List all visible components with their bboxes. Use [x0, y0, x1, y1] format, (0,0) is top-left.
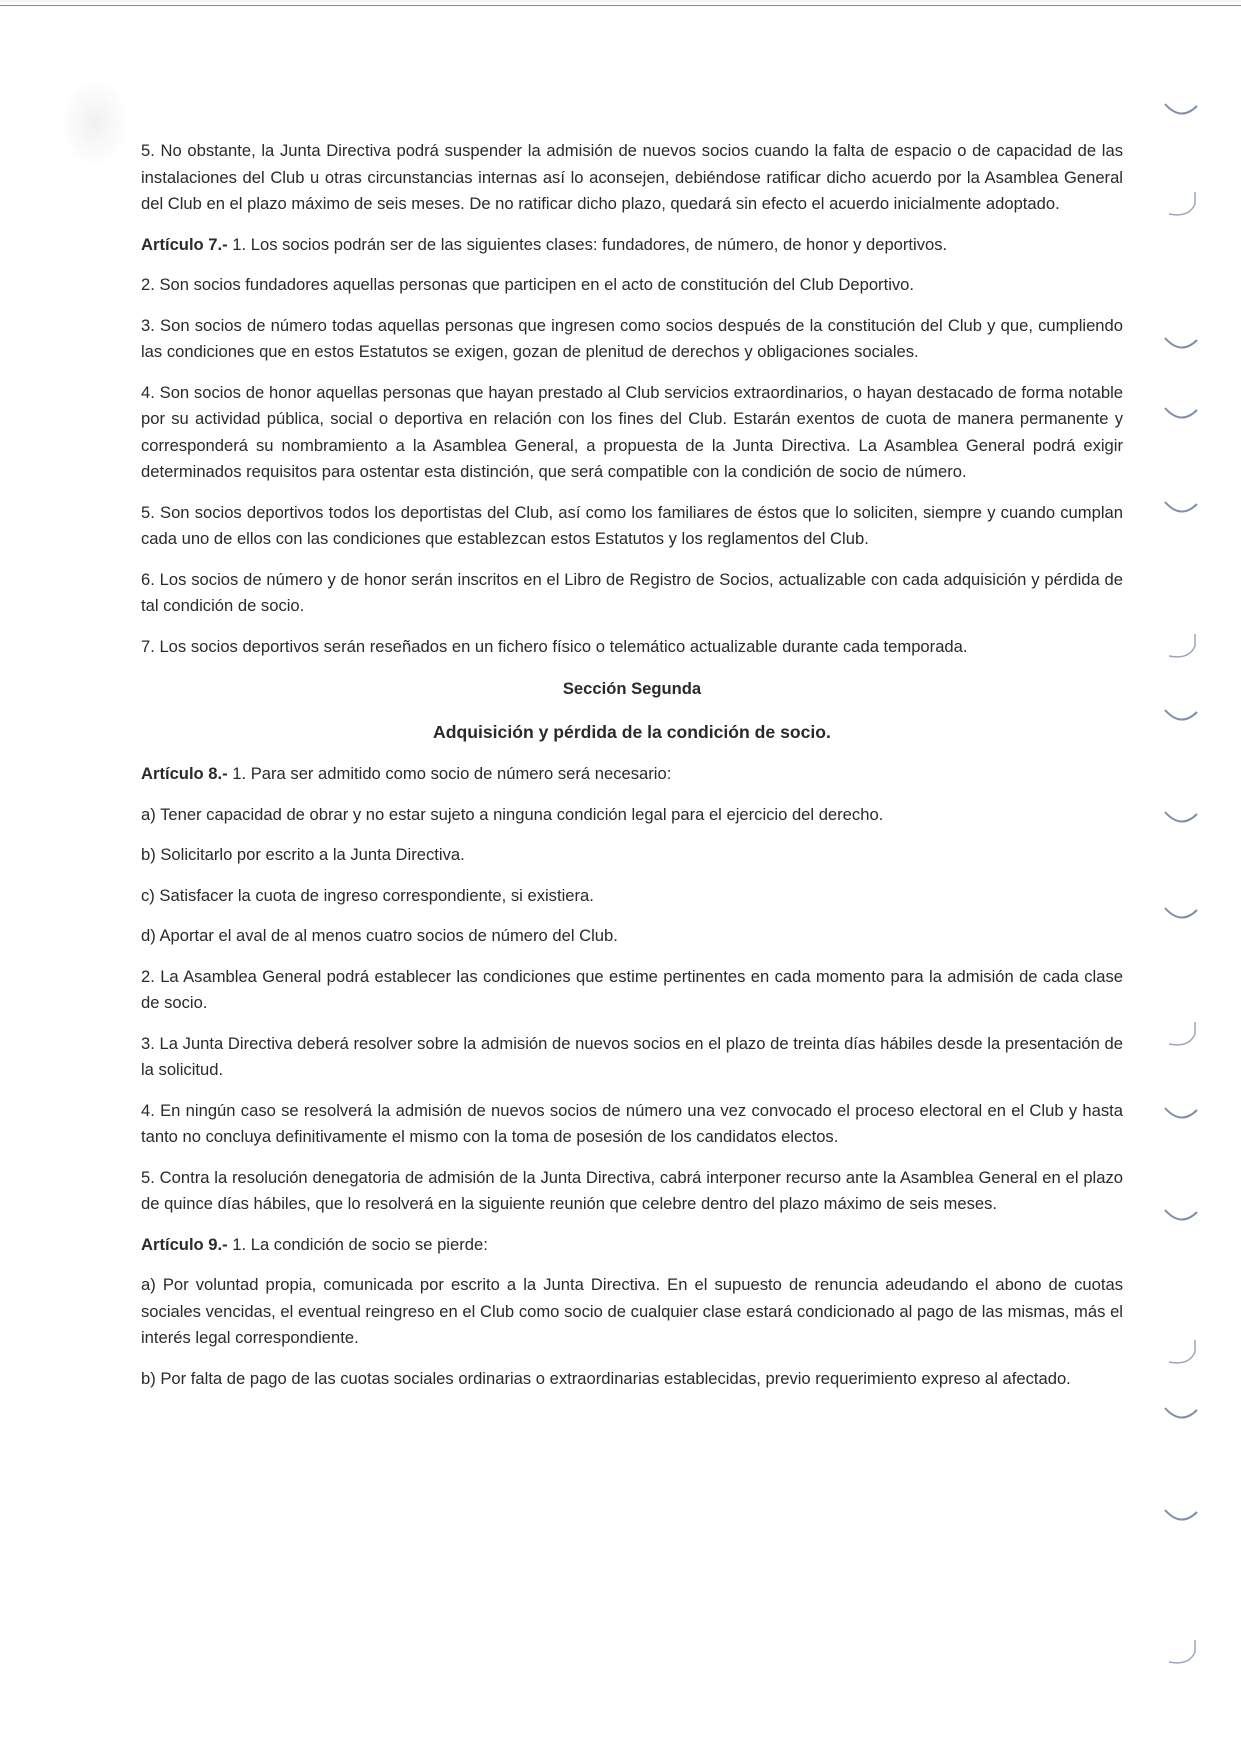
- binding-hole-icon: [1161, 1098, 1201, 1132]
- paragraph: [141, 232, 1123, 259]
- binding-hole-icon: [1161, 1200, 1201, 1234]
- paragraph: [141, 1098, 1123, 1151]
- paragraph-text: c) Satisfacer la cuota de ingreso correspondiente, si existiera.: [141, 885, 594, 905]
- paragraph-text: 2. La Asamblea General podrá establecer las condiciones que estime pertinentes en cada momento para la admisión de cada clase de socio.: [141, 966, 1123, 1012]
- paragraph: [141, 380, 1123, 486]
- binding-hole-icon: [1161, 94, 1201, 128]
- paragraph-text: 5. Contra la resolución denegatoria de admisión de la Junta Directiva, cabrá interponer recurso ante la Asamblea General en el plazo de quince días hábiles, que lo resolverá en la siguiente reunión que celebre dentro del plazo máximo de seis meses.: [141, 1167, 1123, 1213]
- document-body: [141, 138, 1123, 1406]
- paragraph: [141, 1272, 1123, 1352]
- paragraph: [141, 313, 1123, 366]
- article-lead: Artículo 9.-: [141, 1234, 228, 1254]
- binding-holes: [1161, 80, 1205, 1700]
- binding-hole-icon: [1161, 1020, 1201, 1054]
- paragraph-text: 2. Son socios fundadores aquellas personas que participen en el acto de constitución del Club Deportivo.: [141, 275, 915, 294]
- paragraph-text: 1. Los socios podrán ser de las siguientes clases: fundadores, de número, de honor y deportivos.: [227, 234, 948, 254]
- paragraph-text: 1. La condición de socio se pierde:: [227, 1234, 488, 1254]
- binding-hole-icon: [1161, 1338, 1201, 1372]
- paragraph: [141, 761, 1123, 788]
- binding-hole-icon: [1161, 1638, 1201, 1672]
- paragraph-text: 3. La Junta Directiva deberá resolver sobre la admisión de nuevos socios en el plazo de treinta días hábiles desde la presentación de la solicitud.: [141, 1033, 1123, 1079]
- paragraph-text: 5. Son socios deportivos todos los deportistas del Club, así como los familiares de éstos que lo soliciten, siempre y cuando cumplan cada uno de ellos con las condiciones que establezcan estos Estatutos y los reglamentos del Club.: [141, 502, 1123, 548]
- binding-hole-icon: [1161, 328, 1201, 362]
- binding-hole-icon: [1161, 190, 1201, 224]
- paragraph-text: 7. Los socios deportivos serán reseñados en un fichero físico o telemático actualizable durante cada temporada.: [141, 636, 968, 656]
- paragraph: [141, 567, 1123, 620]
- binding-hole-icon: [1161, 802, 1201, 836]
- paragraph-text: 5. No obstante, la Junta Directiva podrá suspender la admisión de nuevos socios cuando la falta de espacio o de capacidad de las instalaciones del Club u otras circunstancias internas así lo aconsejen, debiéndose ratificar dicho acuerdo por la Asamblea General del Club en el plazo máximo de seis meses. De no ratificar dicho plazo, quedará sin efecto el acuerdo inicialmente adoptado.: [141, 141, 1123, 213]
- paragraph: [141, 634, 1123, 661]
- binding-hole-icon: [1161, 632, 1201, 666]
- paragraph-text: 4. Son socios de honor aquellas personas que hayan prestado al Club servicios extraordinarios, o hayan destacado de forma notable por su actividad pública, social o deportiva en relación con los fines del Club. Estarán exentos de cuota de manera permanente y corresponderá su nombramiento a la Asamblea General, a propuesta de la Junta Directiva. La Asamblea General podrá exigir determinados requisitos para ostentar esta distinción, que será compatible con la condición de socio de número.: [141, 382, 1123, 481]
- section-subtitle: Adquisición y pérdida de la condición de socio.: [433, 721, 831, 742]
- paragraph: [141, 964, 1123, 1017]
- paragraph: [141, 138, 1123, 218]
- paragraph-text: d) Aportar el aval de al menos cuatro socios de número del Club.: [141, 926, 618, 945]
- paragraph-text: b) Solicitarlo por escrito a la Junta Directiva.: [141, 845, 465, 864]
- paragraph-text: 1. Para ser admitido como socio de número será necesario:: [227, 764, 672, 783]
- binding-hole-icon: [1161, 1398, 1201, 1432]
- paragraph-text: 4. En ningún caso se resolverá la admisión de nuevos socios de número una vez convocado el proceso electoral en el Club y hasta tanto no concluya definitivamente el mismo con la toma de posesión de los candidatos electos.: [141, 1100, 1123, 1146]
- binding-hole-icon: [1161, 398, 1201, 432]
- paragraph: [141, 500, 1123, 553]
- binding-hole-icon: [1161, 700, 1201, 734]
- paragraph: [141, 802, 1123, 829]
- paragraph-text: b) Por falta de pago de las cuotas sociales ordinarias o extraordinarias establecidas, previo requerimiento expreso al afectado.: [141, 1368, 1071, 1388]
- article-lead: Artículo 8.-: [141, 764, 228, 783]
- paragraph: [141, 1165, 1123, 1218]
- paragraph-text: a) Tener capacidad de obrar y no estar sujeto a ninguna condición legal para el ejercicio del derecho.: [141, 804, 884, 824]
- binding-hole-icon: [1161, 492, 1201, 526]
- binding-hole-icon: [1161, 1500, 1201, 1534]
- section-title: Sección Segunda: [562, 679, 702, 698]
- binding-hole-icon: [1161, 898, 1201, 932]
- paragraph: [141, 923, 1123, 950]
- paragraph-text: 6. Los socios de número y de honor serán inscritos en el Libro de Registro de Socios, actualizable con cada adquisición y pérdida de tal condición de socio.: [141, 569, 1123, 615]
- paragraph-text: 3. Son socios de número todas aquellas personas que ingresen como socios después de la constitución del Club y que, cumpliendo las condiciones que en estos Estatutos se exigen, gozan de plenitud de derechos y obligaciones sociales.: [141, 315, 1123, 361]
- scan-top-edge: [0, 0, 1241, 6]
- paragraph: [141, 883, 1123, 910]
- paragraph-text: a) Por voluntad propia, comunicada por escrito a la Junta Directiva. En el supuesto de renuncia adeudando el abono de cuotas sociales vencidas, el eventual reingreso en el Club como socio de cualquier clase estará condicionado al pago de las mismas, más el interés legal correspondiente.: [141, 1275, 1123, 1347]
- paragraph: [141, 272, 1123, 299]
- paragraph: [141, 1031, 1123, 1084]
- paragraph: [141, 1366, 1123, 1393]
- paragraph: [141, 1232, 1123, 1259]
- article-lead: Artículo 7.-: [141, 234, 228, 254]
- scan-smudge: [60, 78, 130, 168]
- paragraph: [141, 842, 1123, 869]
